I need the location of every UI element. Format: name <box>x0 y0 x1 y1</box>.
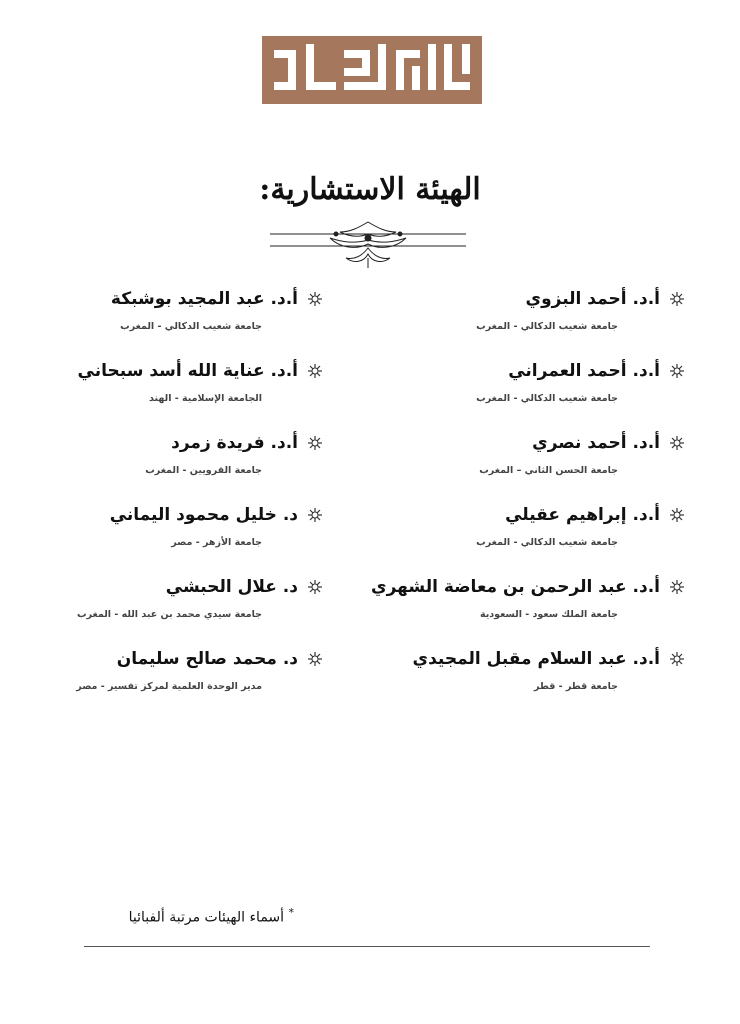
member-affiliation: جامعة شعيب الدكالي - المغرب <box>476 537 618 548</box>
footnote <box>129 906 294 926</box>
member-entry <box>22 432 322 504</box>
sun-bullet-icon <box>308 436 322 450</box>
member-name: أ.د. أحمد البزوي <box>525 289 660 309</box>
member-entry <box>371 576 684 648</box>
member-name: أ.د. فريدة زمرد <box>171 433 298 453</box>
sun-bullet-icon <box>670 292 684 306</box>
member-entry <box>384 648 684 720</box>
member-name: أ.د. أحمد نصري <box>532 433 660 453</box>
member-name: أ.د. أحمد العمراني <box>508 361 660 381</box>
members-column-left <box>22 288 322 720</box>
member-entry <box>384 360 684 432</box>
sun-bullet-icon <box>670 580 684 594</box>
member-name: أ.د. عبد المجيد بوشبكة <box>110 289 298 309</box>
member-name: أ.د. إبراهيم عقيلي <box>505 505 660 525</box>
member-name: أ.د. عبد السلام مقبل المجيدي <box>412 649 660 669</box>
sun-bullet-icon <box>308 508 322 522</box>
sun-bullet-icon <box>308 364 322 378</box>
member-affiliation: جامعة شعيب الدكالي - المغرب <box>476 321 618 332</box>
sun-bullet-icon <box>670 652 684 666</box>
sun-bullet-icon <box>308 652 322 666</box>
sun-bullet-icon <box>308 292 322 306</box>
footnote-text: أسماء الهيئات مرتبة ألفبائيا <box>128 909 285 926</box>
sun-bullet-icon <box>308 580 322 594</box>
member-name: د. علال الحبشي <box>165 577 298 597</box>
member-entry <box>22 648 322 720</box>
member-entry <box>22 288 322 360</box>
member-entry <box>22 504 322 576</box>
member-entry <box>384 504 684 576</box>
ornament-divider-icon <box>270 214 466 272</box>
member-affiliation: جامعة الحسن الثاني – المغرب <box>479 465 618 476</box>
sun-bullet-icon <box>670 508 684 522</box>
member-affiliation: جامعة سيدي محمد بن عبد الله - المغرب <box>77 609 262 620</box>
journal-logo <box>262 36 482 104</box>
footnote-marker: * <box>288 906 294 919</box>
member-affiliation: جامعة قطر - قطر <box>533 681 618 692</box>
member-name: د. محمد صالح سليمان <box>116 649 298 669</box>
page-heading: الهيئة الاستشارية: <box>259 172 481 207</box>
member-name: د. خليل محمود اليماني <box>109 505 298 525</box>
member-affiliation: جامعة شعيب الدكالي - المغرب <box>476 393 618 404</box>
member-entry <box>384 288 684 360</box>
members-column-right <box>371 288 684 720</box>
member-affiliation: جامعة الأزهر - مصر <box>171 537 262 548</box>
sun-bullet-icon <box>670 436 684 450</box>
member-affiliation: الجامعة الإسلامية - الهند <box>149 393 262 404</box>
member-affiliation: جامعة الملك سعود - السعودية <box>479 609 618 620</box>
member-entry <box>22 360 322 432</box>
member-name: أ.د. عبد الرحمن بن معاضة الشهري <box>371 577 660 597</box>
footnote-divider <box>84 946 650 947</box>
member-affiliation: جامعة القرويين - المغرب <box>145 465 262 476</box>
sun-bullet-icon <box>670 364 684 378</box>
member-affiliation: مدير الوحدة العلمية لمركز تفسير - مصر <box>76 681 262 692</box>
member-affiliation: جامعة شعيب الدكالي - المغرب <box>120 321 262 332</box>
member-entry <box>384 432 684 504</box>
member-name: أ.د. عناية الله أسد سبحاني <box>77 361 298 381</box>
member-entry <box>22 576 322 648</box>
